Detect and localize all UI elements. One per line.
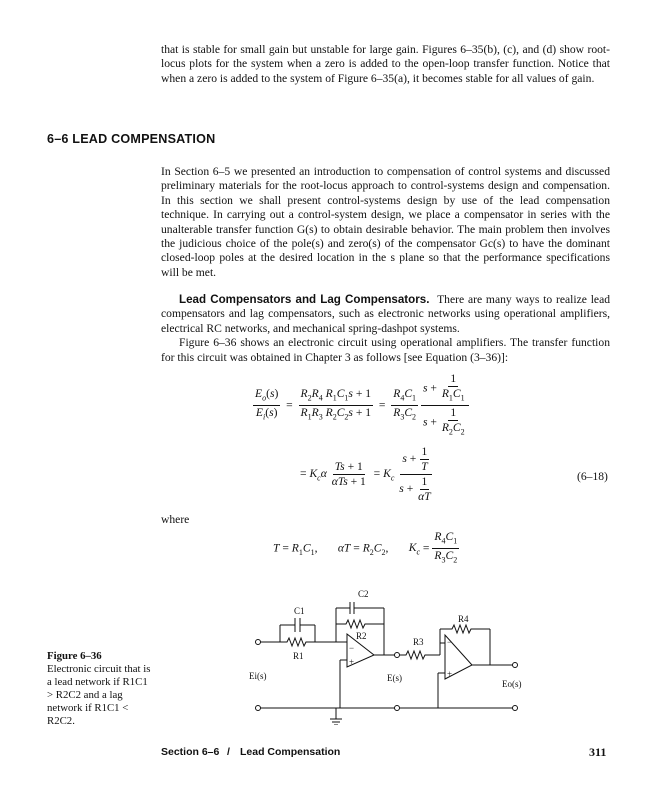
intro-paragraph [161,43,610,86]
run-in-head: Lead Compensators and Lag Compensators. [179,293,430,306]
footer-separator: / [227,746,230,758]
section-heading: 6–6 LEAD COMPENSATION [47,132,216,146]
label-c2: C2 [358,589,369,599]
page-number: 311 [589,745,607,759]
figure-label: Figure 6–36 [47,650,102,662]
figure-caption [47,650,155,728]
label-r2: R2 [356,631,367,641]
figure-caption-text: Electronic circuit that is a lead network if R1C1 > R2C2 and a lag network if R1C1 < R2C2. [47,663,151,727]
svg-text:+: + [349,657,355,667]
label-r4: R4 [458,614,469,624]
svg-text:−: − [349,643,355,653]
svg-text:+: + [447,669,453,679]
body-paragraph-1 [161,165,610,280]
footer-section-title: Lead Compensation [240,746,341,758]
body-paragraph-1-text: In Section 6–5 we presented an introduction to compensation of control systems and discussed preliminary materials for the root-locus approach to control-systems design and compensation. In this section we shall present control-systems design by use of the lead compensation technique. In carrying out a control-system design, we place a compensator in series with the unalterable transfer function G(s) to obtain desirable behavior. The main problem then involves the judicious choice of the pole(s) and zero(s) of the compensator Gc(s) to have the dominant closed-loop poles at the desired location in the s plane so that the performance specifications will be met. [161,165,610,279]
equation-line-2: = $K_c\alpha$ $\frac{Ts + 1}{\text{αTs + 1}}$ = $K_c$ s + $\frac{1}{T}$ s + $\frac{1}{\alpha T}$ [300,445,431,503]
where-label: where [161,513,190,526]
svg-text:−: − [447,637,453,647]
label-eo: Eo(s) [502,679,522,689]
footer-section-label: Section 6–6 [161,746,220,758]
label-e: E(s) [387,673,402,683]
body-paragraph-2-text: There are many ways to realize lead compensators and lag compensators, such as electronic networks using operational amplifiers, electrical RC networks, and mechanical spring-dashpot systems. [161,293,611,335]
equation-number: (6–18) [577,470,608,483]
label-r1: R1 [293,651,304,661]
intro-text: that is stable for small gain but unstable for large gain. Figures 6–35(b), (c), and (d) show root-locus plots for the system when a zero is added to the open-loop transfer function. Notice that when a zero is added to the system of Figure 6–35(a), it becomes stable for all values of gain. [161,43,610,85]
equation-line-1: $\frac{E_o(s)}{E_i(s)}$ = $\frac{R_2R_4 R_1C_1s + 1}{R_1R_3 R_2C_2s + 1}$ = $\frac{R_4C_1}{R_3C_2}$ s + $\frac{1}{R_1C_1}$ s + $\frac{1}{R_2C_2}$ [253,372,469,440]
label-c1: C1 [294,606,305,616]
equation-definitions: $T = R_1C_1$, $\alpha T = R_2C_2$, $K_c$ = $\frac{R_4C_1}{R_3C_2}$ [273,530,458,565]
label-ei: Ei(s) [249,671,267,681]
lead-network-circuit-diagram [240,585,540,725]
label-r3: R3 [413,637,424,647]
body-paragraph-2 [161,293,610,365]
body-paragraph-3-text: Figure 6–36 shows an electronic circuit using operational amplifiers. The transfer function for this circuit was obtained in Chapter 3 as follows [see Equation (3–36)]: [161,336,610,364]
